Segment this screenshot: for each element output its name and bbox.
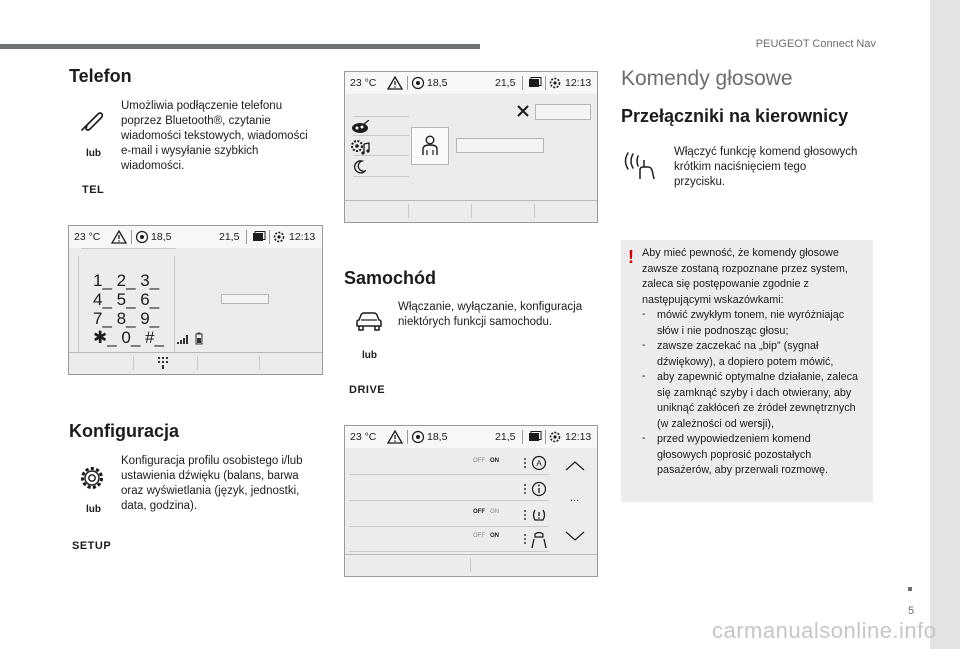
keypad-row-2[interactable]: 4_ 5_ 6_ (93, 290, 160, 309)
status-temp-right: 21,5 (495, 77, 516, 89)
status-temp: 23 °C (74, 231, 101, 243)
note-item-4: przed wypowiedzeniem komend głosowych poprosić pozostałych pasażerów, aby przerwali rozmowę. (657, 433, 829, 476)
media-icon (252, 231, 266, 243)
status-time: 12:13 (289, 231, 316, 243)
warning-icon (387, 76, 403, 90)
bullet-dash: - (642, 370, 646, 382)
samochod-title: Samochód (344, 268, 437, 288)
running-header: PEUGEOT Connect Nav (755, 38, 876, 50)
navigation-icon (411, 76, 425, 90)
telefon-description: Umożliwia podłączenie telefonu poprzez Bluetooth®, czytanie wiadomości tekstowych, wiadomości e-mail i wysyłanie szybkich wiadomości. (121, 100, 308, 172)
settings-screen (344, 71, 598, 223)
bullet-dash: - (642, 432, 646, 444)
status-temp-left: 18,5 (151, 231, 172, 243)
media-icon (528, 77, 542, 89)
svg-text:A: A (536, 459, 542, 468)
note-intro: Aby mieć pewność, że komendy głosowe zawsze zostaną rozpoznane przez system, zaleca się postępowanie zgodnie z następującymi wskazówkami: (642, 247, 848, 306)
konfiguracja-title: Konfiguracja (69, 421, 180, 441)
navigation-icon (411, 430, 425, 444)
auto-lights-icon (531, 455, 547, 471)
status-temp-right: 21,5 (495, 431, 516, 443)
lane-assist-icon (531, 531, 547, 549)
navigation-icon (135, 230, 149, 244)
komendy-subtitle: Przełączniki na kierownicy (621, 106, 849, 126)
battery-icon (195, 332, 203, 345)
keypad-row-1[interactable]: 1_ 2_ 3_ (93, 271, 160, 290)
komendy-title: Komendy głosowe (621, 67, 793, 90)
samochod-description: Włączanie, wyłączanie, konfiguracja niektórych funkcji samochodu. (398, 301, 583, 328)
voice-command-icon (624, 152, 658, 182)
status-temp-left: 18,5 (427, 77, 448, 89)
drive-screen (344, 425, 598, 577)
note-item-3: aby zapewnić optymalne działanie, zaleca się zamknąć szyby i dach otwierany, aby uniknąć zakłóceń ze źródeł zewnętrznych (w zależności od wersji), (657, 371, 859, 430)
telefon-lub: lub (86, 148, 101, 159)
telefon-title: Telefon (69, 66, 132, 86)
watermark: carmanualsonline.info (712, 618, 937, 643)
komendy-description: Włączyć funkcję komend głosowych krótkim naciśnięciem tego przycisku. (674, 146, 858, 188)
konfiguracja-description: Konfiguracja profilu osobistego i/lub ustawienia dźwięku (balans, barwa oraz wyświetlania (język, jednostki, data, godzina). (121, 455, 303, 512)
more-icon[interactable] (523, 483, 527, 495)
sound-settings-icon[interactable] (349, 138, 371, 156)
more-icon[interactable] (523, 509, 527, 521)
info-icon (531, 481, 547, 497)
gear-icon (78, 464, 106, 492)
signal-icon (177, 334, 189, 344)
note-item-1: mówić zwykłym tonem, nie wyróżniając słów i nie podnosząc głosu; (657, 309, 845, 337)
bullet-dash: - (642, 308, 646, 320)
scroll-down-icon[interactable] (565, 531, 585, 541)
status-bar (345, 72, 597, 94)
audio-balance-icon[interactable] (351, 120, 371, 134)
settings-icon (548, 430, 562, 444)
samochod-command: DRIVE (349, 384, 386, 396)
more-icon[interactable] (523, 457, 527, 469)
phone-field[interactable] (221, 294, 269, 304)
status-temp: 23 °C (350, 431, 377, 443)
page-indicator: ... (570, 492, 580, 504)
status-time: 12:13 (565, 77, 592, 89)
warning-icon (111, 230, 127, 244)
page-marker (908, 587, 912, 591)
keypad-row-3[interactable]: 7_ 8_ 9_ (93, 309, 160, 328)
tyre-pressure-icon (531, 507, 547, 523)
toggle-3[interactable]: OFF ON (473, 509, 500, 515)
konfiguracja-lub: lub (86, 504, 101, 515)
status-bar (69, 226, 322, 248)
status-temp-left: 18,5 (427, 431, 448, 443)
status-temp-right: 21,5 (219, 231, 240, 243)
note-item-2: zawsze zaczekać na „bip” (sygnał dźwiękowy), a dopiero potem mówić, (657, 340, 834, 368)
top-rule (0, 44, 480, 49)
keypad-row-4[interactable]: ✱_ 0_ #_ (93, 328, 164, 347)
moon-icon[interactable] (352, 160, 366, 174)
telefon-command: TEL (82, 184, 105, 196)
konfiguracja-command: SETUP (72, 540, 112, 552)
status-time: 12:13 (565, 431, 592, 443)
profile-icon (421, 135, 439, 157)
settings-field-top[interactable] (535, 104, 591, 120)
close-icon[interactable] (517, 105, 529, 117)
settings-icon (548, 76, 562, 90)
status-temp: 23 °C (350, 77, 377, 89)
more-icon[interactable] (523, 533, 527, 545)
profile-name-field[interactable] (456, 138, 544, 153)
toggle-1[interactable]: OFF ON (473, 458, 500, 464)
samochod-lub: lub (362, 350, 377, 361)
phone-icon (79, 108, 105, 134)
toggle-4[interactable]: OFF ON (473, 533, 500, 539)
media-icon (528, 431, 542, 443)
page-number: 5 (908, 605, 915, 617)
voice-tips-note (621, 240, 873, 502)
side-strip (930, 0, 960, 649)
scroll-up-icon[interactable] (565, 461, 585, 471)
status-bar (345, 426, 597, 448)
settings-icon (272, 230, 286, 244)
bullet-dash: - (642, 339, 646, 351)
car-icon (354, 311, 384, 333)
dialpad-icon[interactable] (157, 356, 169, 370)
warning-icon (387, 430, 403, 444)
warning-mark-icon: ! (628, 247, 634, 267)
phone-screen (68, 225, 323, 375)
